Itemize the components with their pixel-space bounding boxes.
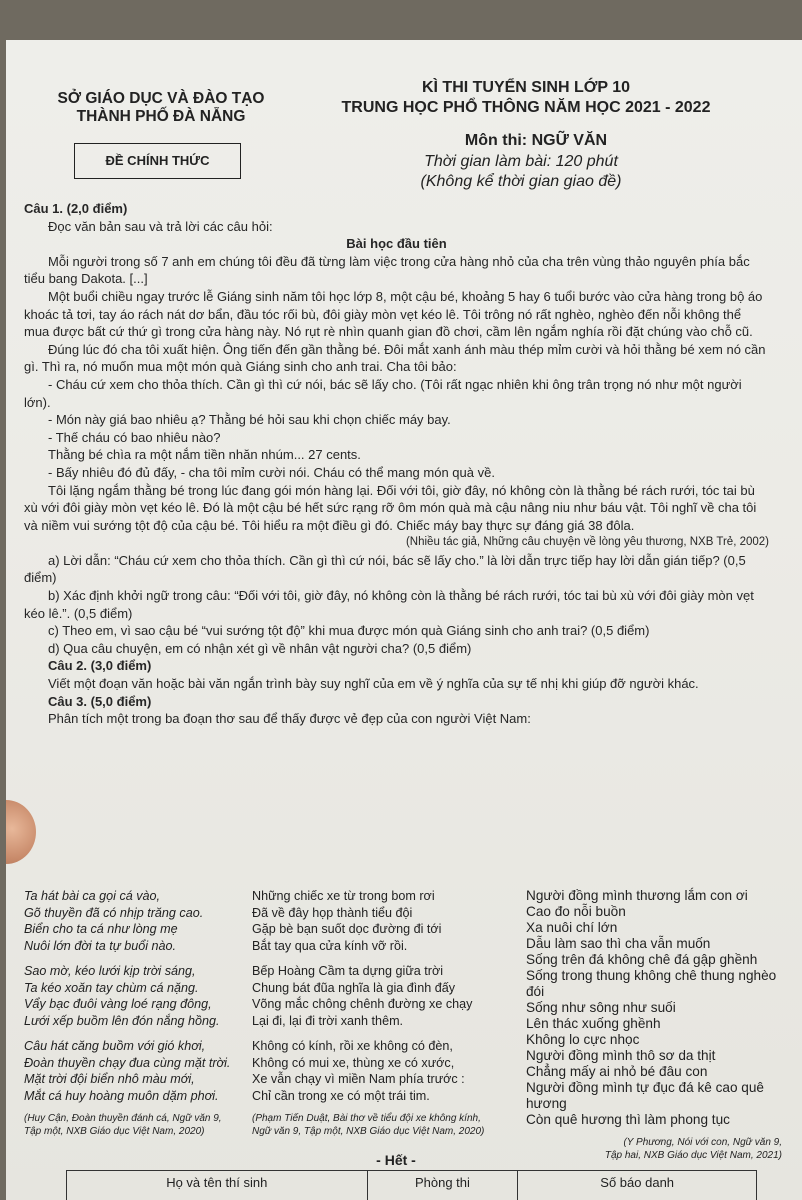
poem-stanza: Không có kính, rồi xe không có đèn, Không có mui xe, thùng xe có xước, Xe vẫn chạy vì miền Nam phía trước : Chỉ cần trong xe có một trái tim. — [252, 1039, 465, 1103]
poem-citation: (Phạm Tiến Duật, Bài thơ về tiểu đội xe không kính, Ngữ văn 9, Tập một, NXB Giáo dục Việt Nam, 2020) — [252, 1113, 485, 1137]
poem-stanza: Bếp Hoàng Cầm ta dựng giữa trời Chung bát đũa nghĩa là gia đình đấy Võng mắc chông chênh đường xe chạy Lại đi, lại đi trời xanh thêm. — [252, 964, 473, 1028]
exam-header — [306, 78, 746, 118]
exam-body — [24, 200, 769, 728]
question-1b: b) Xác định khởi ngữ trong câu: “Đối với tôi, giờ đây, nó không còn là thằng bé rách rưới, tóc tai bù xù với đôi giày mòn vẹt kéo lê.”. (0,5 điểm) — [24, 588, 754, 621]
passage-paragraph: Đúng lúc đó cha tôi xuất hiện. Ông tiến đến gần thằng bé. Đôi mắt xanh ánh màu thép mỉm cười và hỏi thằng bé xem nó cần gì. Thì ra, nó muốn mua một món quà Giáng sinh cho anh trai. Cha tôi bảo: — [24, 341, 766, 375]
poem-stanza: Những chiếc xe từ trong bom rơi Đã về đây họp thành tiểu đội Gặp bè bạn suốt dọc đường đi tới Bắt tay qua cửa kính vỡ rồi. — [252, 889, 442, 953]
question-1a: a) Lời dẫn: “Cháu cứ xem cho thỏa thích. Cần gì thì cứ nói, bác sẽ lấy cho.” là lời dẫn trực tiếp hay lời dẫn gián tiếp? (0,5 điểm) — [24, 552, 746, 586]
poem-citation: (Y Phương, Nói với con, Ngữ văn 9, Tập hai, NXB Giáo dục Việt Nam, 2021) — [604, 1137, 782, 1161]
candidate-number-header: Số báo danh — [518, 1171, 757, 1200]
passage-paragraph: - Bấy nhiêu đó đủ đấy, - cha tôi mỉm cười nói. Cháu có thể mang món quà về. — [48, 464, 495, 480]
passage-paragraph: - Cháu cứ xem cho thỏa thích. Cần gì thì cứ nói, bác sẽ lấy cho. (Tôi rất ngạc nhiên khi ông trân trọng nó như một người lớn). — [24, 376, 742, 410]
exam-paper — [6, 40, 802, 1200]
exam-title: KÌ THI TUYỂN SINH LỚP 10 — [421, 79, 631, 96]
question-1d: d) Qua câu chuyện, em có nhận xét gì về nhân vật người cha? (0,5 điểm) — [48, 640, 472, 656]
poem-columns — [24, 888, 784, 1162]
time-note: (Không kể thời gian giao đề) — [420, 173, 622, 190]
candidate-info-table — [66, 1170, 757, 1200]
question-3-text: Phân tích một trong ba đoạn thơ sau để thấy được vẻ đẹp của con người Việt Nam: — [48, 711, 531, 727]
poem-stanza: Ta hát bài ca gọi cá vào, Gõ thuyền đã có nhịp trăng cao. Biển cho ta cá như lòng mẹ Nuôi lớn đời ta tự buổi nào. — [24, 889, 204, 953]
city-name: THÀNH PHỐ ĐÀ NẴNG — [76, 108, 246, 125]
exam-year: TRUNG HỌC PHỔ THÔNG NĂM HỌC 2021 - 2022 — [341, 99, 711, 116]
poem-pham-tien-duat — [252, 888, 524, 1162]
question-3-heading: Câu 3. (5,0 điểm) — [48, 693, 152, 709]
thumb-holding-paper — [6, 800, 36, 864]
poem-y-phuong — [526, 888, 782, 1162]
official-stamp-box: ĐỀ CHÍNH THỨC — [74, 143, 241, 179]
poem-stanza: Người đồng mình thương lắm con ơi Cao đo nỗi buồn Xa nuôi chí lớn Dẫu làm sao thì cha vẫn muốn Sống trên đá không chê đá gập ghềnh Sống trong thung không chê thung nghèo đói Sống như sông như suối Lên thác xuống ghềnh Không lo cực nhọc Người đồng mình thô sơ da thịt Chẳng mấy ai nhỏ bé đâu con Người đồng mình tự đục đá kê cao quê hương Còn quê hương thì làm phong tục — [526, 888, 777, 1127]
exam-room-header: Phòng thi — [368, 1171, 519, 1200]
passage-paragraph: Một buổi chiều ngay trước lễ Giáng sinh năm tôi học lớp 8, một cậu bé, khoảng 5 hay 6 tuổi bước vào cửa hàng trong bộ áo khoác tả tơi, tay áo rách nát dơ bẩn, đầu tóc rối bù, đôi giày mòn vẹt kéo lê. Tôi trông nó rất nghèo, nghèo đến nỗi không thể mua được bất cứ thứ gì trong cửa hàng này. Nó rụt rè nhìn quanh gian đồ chơi, cầm lên ngắm nghía rồi đặt chúng vào chỗ cũ. — [24, 288, 763, 340]
question-2-text: Viết một đoạn văn hoặc bài văn ngắn trình bày suy nghĩ của em về ý nghĩa của sự tế nhị khi giúp đỡ người khác. — [48, 676, 699, 692]
question-1-heading: Câu 1. (2,0 điểm) — [24, 201, 128, 216]
passage-paragraph: - Món này giá bao nhiêu ạ? Thằng bé hỏi sau khi chọn chiếc máy bay. — [48, 412, 451, 428]
end-marker: - Hết - — [376, 1152, 416, 1168]
passage-paragraph: Thằng bé chìa ra một nắm tiền nhăn nhúm... 27 cents. — [48, 447, 361, 463]
candidate-name-header: Họ và tên thí sinh — [67, 1171, 368, 1200]
passage-paragraph: Tôi lặng ngắm thằng bé trong lúc đang gói món hàng lại. Đối với tôi, giờ đây, nó không còn là thằng bé rách rưới, tóc tai bù xù với đôi giày mòn vẹt kéo lê. Đó là một cậu bé hết sức rạng rỡ ôm món quà mà cậu nâng niu như báu vật. Tôi nghĩ về cha tôi và niềm vui sướng tột độ của cậu bé. Tôi hiểu ra một điều gì đó. Chiếc máy bay thực sự đáng giá 38 đôla. — [24, 482, 757, 533]
poem-stanza: Sao mờ, kéo lưới kịp trời sáng, Ta kéo xoăn tay chùm cá nặng. Vẩy bạc đuôi vàng loé rạng đông, Lưới xếp buồm lên đón nắng hồng. — [24, 964, 220, 1028]
passage-title: Bài học đầu tiên — [346, 236, 447, 252]
department-header — [36, 90, 286, 126]
passage-paragraph: - Thế cháu có bao nhiêu nào? — [48, 429, 221, 445]
exam-time — [386, 152, 656, 192]
question-2-heading: Câu 2. (3,0 điểm) — [48, 658, 152, 674]
poem-citation: (Huy Cận, Đoàn thuyền đánh cá, Ngữ văn 9, Tập một, NXB Giáo dục Việt Nam, 2020) — [24, 1113, 222, 1137]
question-1c: c) Theo em, vì sao cậu bé “vui sướng tột độ” khi mua được món quà Giáng sinh cho anh trai? (0,5 điểm) — [48, 623, 650, 639]
passage-paragraph: Mỗi người trong số 7 anh em chúng tôi đều đã từng làm việc trong cửa hàng nhỏ của cha trên vùng thảo nguyên phía bắc tiểu bang Dakota. [...] — [24, 253, 750, 287]
poem-huy-can — [24, 888, 246, 1162]
time-limit: Thời gian làm bài: 120 phút — [424, 153, 618, 170]
passage-source: (Nhiều tác giả, Những câu chuyện về lòng yêu thương, NXB Trẻ, 2002) — [405, 536, 769, 549]
question-1-instruction: Đọc văn bản sau và trả lời các câu hỏi: — [48, 218, 273, 234]
poem-stanza: Câu hát căng buồm với gió khơi, Đoàn thuyền chạy đua cùng mặt trời. Mặt trời đội biển nhô màu mới, Mắt cá huy hoàng muôn dặm phơi. — [24, 1039, 231, 1103]
department-name: SỞ GIÁO DỤC VÀ ĐÀO TẠO — [57, 90, 265, 107]
exam-subject: Môn thi: NGỮ VĂN — [464, 132, 608, 149]
